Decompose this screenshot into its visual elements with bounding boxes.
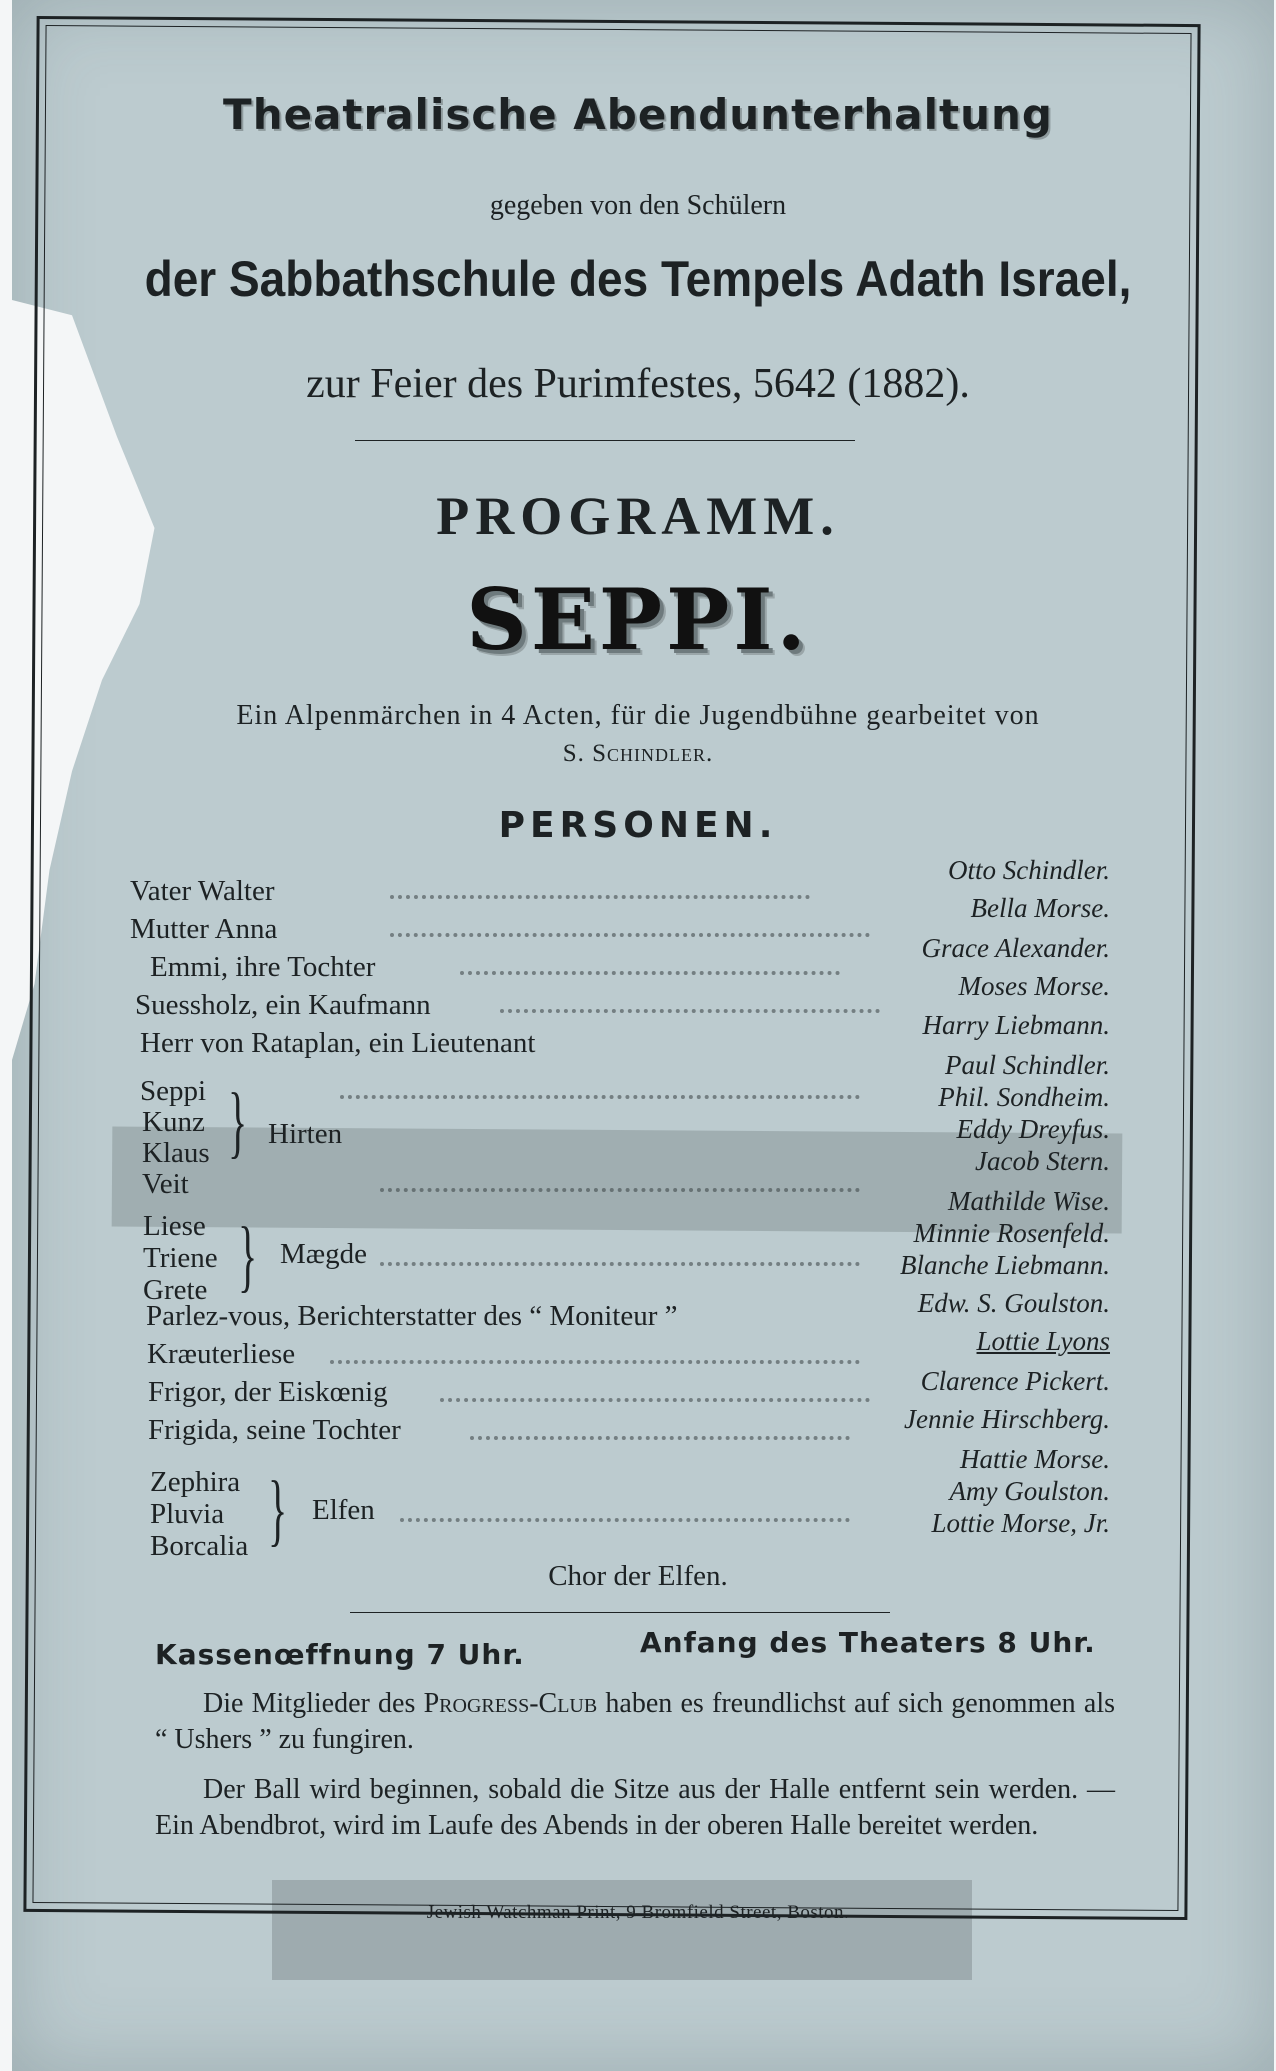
leader-dots [440, 1398, 870, 1402]
role-name: Veit [142, 1168, 189, 1200]
actor-name: Minnie Rosenfeld. [913, 1218, 1110, 1248]
printer-imprint: Jewish Watchman Print, 9 Bromfield Street, Boston. [426, 1902, 850, 1923]
leader-dots [460, 971, 840, 975]
document-title: Theatralische Abendunterhaltung [223, 90, 1053, 139]
actor-name: Moses Morse. [958, 971, 1110, 1001]
divider [355, 440, 855, 441]
occasion-line: zur Feier des Purimfestes, 5642 (1882). [306, 361, 970, 407]
role-name: Kunz [142, 1106, 205, 1138]
role-name: Liese [143, 1210, 206, 1242]
role-name: Grete [143, 1274, 208, 1306]
cast-heading: PERSONEN. [498, 805, 778, 846]
program-heading: PROGRAMM. [436, 486, 840, 546]
role-name: Vater Walter [130, 875, 275, 907]
role-name: Frigor, der Eiskœnig [148, 1376, 388, 1408]
leader-dots [400, 1518, 850, 1522]
play-author: S. Schindler. [562, 740, 714, 767]
role-name: Borcalia [150, 1530, 249, 1562]
start-time: Anfang des Theaters 8 Uhr. [640, 1626, 1096, 1659]
actor-name: Jacob Stern. [975, 1146, 1110, 1176]
club-name: Progress-Club [423, 1688, 598, 1719]
leader-dots [500, 1009, 880, 1013]
ushers-note [155, 1686, 1115, 1758]
group-brace: } [238, 1212, 258, 1300]
role-name: Mutter Anna [130, 913, 278, 945]
actor-name: Edw. S. Goulston. [917, 1288, 1110, 1318]
role-name: Seppi [140, 1075, 207, 1107]
actor-name: Hattie Morse. [960, 1444, 1110, 1474]
actor-name: Otto Schindler. [948, 855, 1110, 885]
play-title: SEPPI. [466, 570, 810, 669]
group-label: Mægde [280, 1238, 367, 1270]
group-label: Elfen [312, 1494, 375, 1526]
actor-name: Mathilde Wise. [948, 1186, 1110, 1216]
actor-name: Clarence Pickert. [920, 1366, 1110, 1396]
actor-name: Lottie Morse, Jr. [931, 1508, 1110, 1538]
leader-dots [390, 933, 870, 937]
play-subtitle: Ein Alpenmärchen in 4 Acten, für die Jugendbühne gearbeitet von [236, 700, 1040, 731]
actor-name: Grace Alexander. [921, 933, 1110, 963]
group-brace: } [268, 1466, 288, 1554]
group-label: Hirten [268, 1118, 343, 1150]
actor-name: Blanche Liebmann. [900, 1250, 1110, 1280]
role-name: Triene [143, 1242, 218, 1274]
actor-name: Phil. Sondheim. [938, 1082, 1110, 1112]
role-name: Kræuterliese [147, 1338, 296, 1370]
role-name: Parlez-vous, Berichterstatter des “ Moniteur ” [146, 1300, 678, 1332]
role-name: Zephira [150, 1466, 241, 1498]
ball-note: Der Ball wird beginnen, sobald die Sitze aus der Halle entfernt sein werden. — Ein Abendbrot, wird im Laufe des Abends in der oberen Halle bereitet werden. [155, 1774, 1115, 1841]
actor-name: Paul Schindler. [945, 1050, 1110, 1080]
leader-dots [470, 1436, 850, 1440]
role-name: Frigida, seine Tochter [148, 1414, 401, 1446]
leader-dots [390, 895, 810, 899]
chorus-line: Chor der Elfen. [548, 1560, 728, 1592]
ushers-text: haben es freundlichst auf sich genommen als “ Ushers ” zu fungiren. [155, 1688, 1115, 1755]
group-brace: } [228, 1078, 248, 1166]
divider [350, 1612, 890, 1613]
leader-dots [330, 1360, 860, 1364]
role-name: Suessholz, ein Kaufmann [135, 989, 431, 1021]
actor-name: Bella Morse. [970, 893, 1110, 923]
actor-name: Lottie Lyons [976, 1326, 1110, 1356]
school-line: der Sabbathschule des Tempels Adath Israel, [144, 251, 1132, 307]
role-name: Klaus [142, 1137, 210, 1169]
role-name: Emmi, ihre Tochter [150, 951, 376, 983]
role-name: Herr von Rataplan, ein Lieutenant [140, 1027, 536, 1059]
role-name: Pluvia [150, 1498, 225, 1530]
actor-name: Amy Goulston. [949, 1476, 1110, 1506]
leader-dots [340, 1095, 860, 1099]
actor-name: Harry Liebmann. [922, 1010, 1110, 1040]
given-by-line: gegeben von den Schülern [489, 190, 787, 221]
actor-name: Eddy Dreyfus. [956, 1114, 1110, 1144]
box-office-time: Kassenœffnung 7 Uhr. [155, 1638, 525, 1671]
leader-dots [380, 1188, 860, 1192]
actor-name: Jennie Hirschberg. [904, 1404, 1110, 1434]
ushers-text: Die Mitglieder des [203, 1688, 416, 1719]
leader-dots [380, 1262, 860, 1266]
